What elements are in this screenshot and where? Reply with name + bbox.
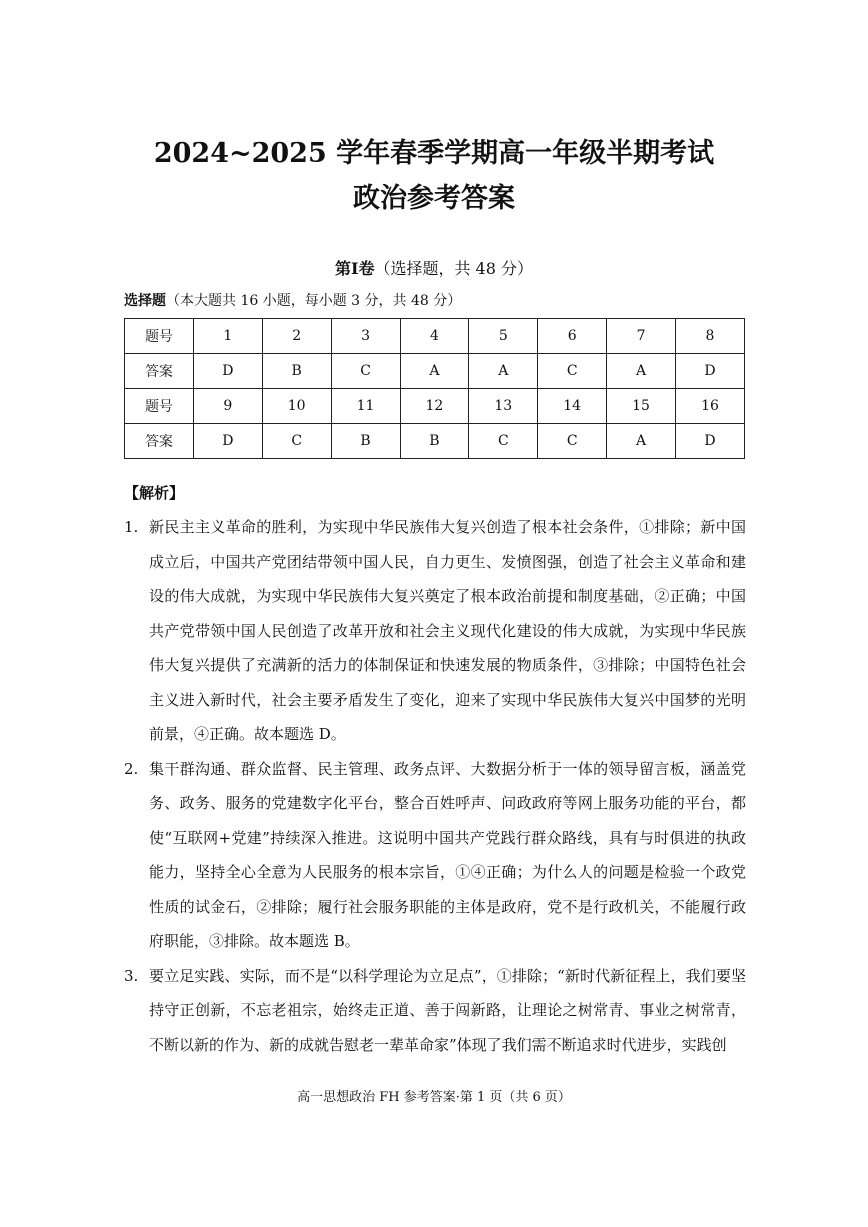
item-number: 1.	[124, 518, 139, 536]
item-number: 3.	[124, 966, 139, 985]
table-cell: D	[193, 424, 262, 459]
table-cell: 2	[262, 319, 331, 354]
item-number: 2.	[124, 759, 139, 778]
table-cell: C	[331, 354, 400, 389]
table-cell: 题号	[125, 319, 194, 354]
analysis-item	[124, 959, 746, 1063]
section-label: 选择题	[124, 293, 166, 309]
table-cell: 7	[607, 319, 676, 354]
volume-desc: （选择题，共 48 分）	[374, 259, 534, 278]
table-row	[125, 354, 745, 389]
table-row	[125, 319, 745, 354]
volume-label: 第Ⅰ卷	[334, 259, 375, 278]
table-cell: A	[469, 354, 538, 389]
analysis-item	[124, 752, 746, 959]
table-cell: D	[676, 424, 745, 459]
item-text: 新民主主义革命的胜利，为实现中华民族伟大复兴创造了根本社会条件，①排除；新中国成立后，中国共产党团结带领中国人民，自力更生、发愤图强，创造了社会主义革命和建设的伟大成就，为实现中华民族伟大复兴奠定了根本政治前提和制度基础，②正确；中国共产党带领中国人民创造了改革开放和社会主义现代化建设的伟大成就，为实现中华民族伟大复兴提供了充满新的活力的体制保证和快速发展的物质条件，③排除；中国特色社会主义进入新时代，社会主要矛盾发生了变化，迎来了实现中华民族伟大复兴中国梦的光明前景，④正确。故本题选 D。	[149, 518, 746, 743]
section-desc: （本大题共 16 小题，每小题 3 分，共 48 分）	[166, 293, 462, 309]
table-cell: C	[538, 424, 607, 459]
table-cell: 4	[400, 319, 469, 354]
answer-table	[124, 318, 745, 459]
table-cell: 1	[193, 319, 262, 354]
table-row	[125, 424, 745, 459]
table-cell: D	[193, 354, 262, 389]
table-cell: 12	[400, 389, 469, 424]
table-cell: 13	[469, 389, 538, 424]
table-cell: A	[607, 354, 676, 389]
table-cell: C	[469, 424, 538, 459]
analysis-item	[124, 510, 746, 752]
page-title: 2024~2025 学年春季学期高一年级半期考试	[153, 138, 715, 169]
analysis-heading: 【解析】	[124, 484, 185, 502]
volume-heading	[0, 256, 868, 279]
analysis-list	[124, 510, 746, 1062]
table-cell: 3	[331, 319, 400, 354]
table-cell: B	[400, 424, 469, 459]
table-row	[125, 389, 745, 424]
table-cell: B	[262, 354, 331, 389]
table-cell: 答案	[125, 354, 194, 389]
table-cell: 6	[538, 319, 607, 354]
table-cell: 11	[331, 389, 400, 424]
table-cell: 8	[676, 319, 745, 354]
table-cell: 9	[193, 389, 262, 424]
section-heading	[124, 290, 461, 310]
table-cell: A	[607, 424, 676, 459]
table-cell: C	[538, 354, 607, 389]
item-text: 要立足实践、实际，而不是“以科学理论为立足点”，①排除；“新时代新征程上，我们要坚持守正创新，不忘老祖宗，始终走正道、善于闯新路，让理论之树常青、事业之树常青，不断以新的作为、新的成就告慰老一辈革命家”体现了我们需不断追求时代进步，实践创	[149, 966, 746, 1054]
item-text: 集干群沟通、群众监督、民主管理、政务点评、大数据分析于一体的领导留言板，涵盖党务、政务、服务的党建数字化平台，整合百姓呼声、问政政府等网上服务功能的平台，都使“互联网+党建”持续深入推进。这说明中国共产党践行群众路线，具有与时俱进的执政能力，坚持全心全意为人民服务的根本宗旨，①④正确；为什么人的问题是检验一个政党性质的试金石，②排除；履行社会服务职能的主体是政府，党不是行政机关，不能履行政府职能，③排除。故本题选 B。	[149, 759, 746, 950]
table-cell: A	[400, 354, 469, 389]
page-footer: 高一思想政治 FH 参考答案·第 1 页（共 6 页）	[297, 1090, 571, 1105]
table-cell: 14	[538, 389, 607, 424]
table-cell: 题号	[125, 389, 194, 424]
table-cell: C	[262, 424, 331, 459]
table-cell: D	[676, 354, 745, 389]
page-subtitle: 政治参考答案	[353, 183, 515, 214]
table-cell: 5	[469, 319, 538, 354]
table-cell: B	[331, 424, 400, 459]
table-cell: 10	[262, 389, 331, 424]
table-cell: 16	[676, 389, 745, 424]
table-cell: 15	[607, 389, 676, 424]
table-cell: 答案	[125, 424, 194, 459]
